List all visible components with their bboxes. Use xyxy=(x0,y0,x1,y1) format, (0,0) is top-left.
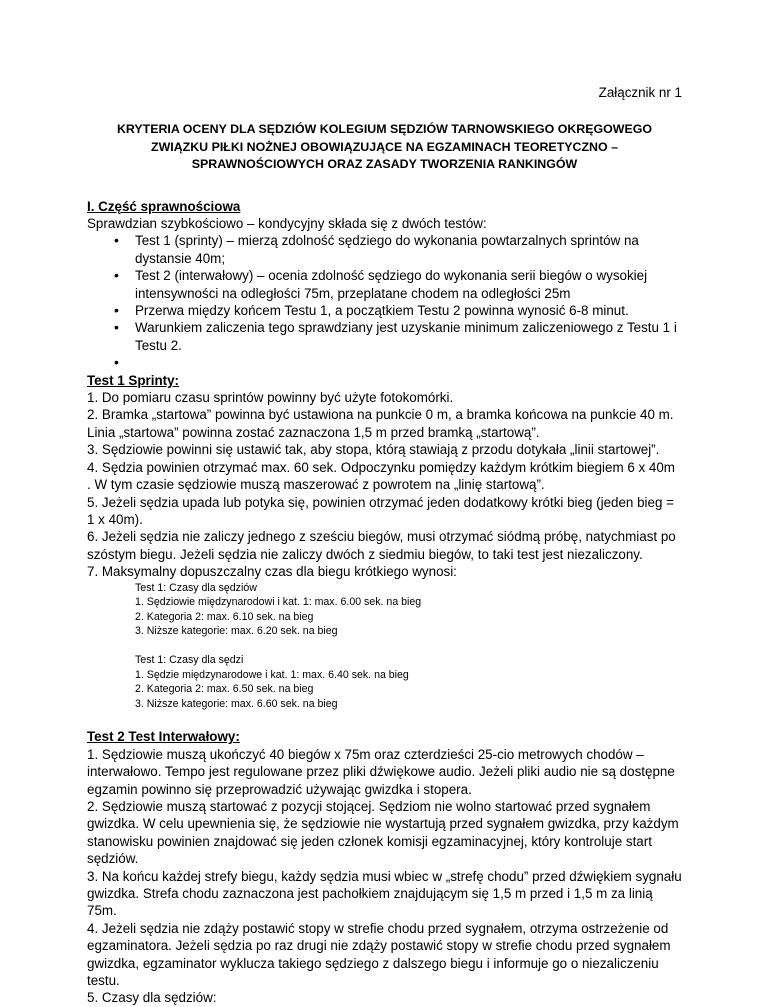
times-block-men xyxy=(87,581,682,639)
empty-bullet-item xyxy=(135,354,682,371)
section-heading-fitness: I. Część sprawnościowa xyxy=(87,198,241,214)
spacer xyxy=(87,711,682,728)
bullet-item: • Test 1 (sprinty) – mierzą zdolność sędziego do wykonania powtarzalnych sprintów na dystansie 40m; xyxy=(135,232,682,267)
test-bullet-list xyxy=(87,232,682,371)
test1-heading: Test 1 Sprinty: xyxy=(87,372,180,388)
bullet-item: • Test 2 (interwałowy) – ocenia zdolność sędziego do wykonania serii biegów o wysokiej intensywności na odległości 75m, przeplatane chodem na odległości 25m xyxy=(135,267,682,302)
times-line: 1. Sędziowie międzynarodowi i kat. 1: max. 6.00 sek. na bieg xyxy=(135,596,422,609)
times-line: 2. Kategoria 2: max. 6.10 sek. na bieg xyxy=(135,610,314,623)
test2-heading: Test 2 Test Interwałowy: xyxy=(87,729,240,745)
times-line: 3. Niższe kategorie: max. 6.60 sek. na bieg xyxy=(135,697,338,710)
times-line: 3. Niższe kategorie: max. 6.20 sek. na bieg xyxy=(135,625,338,638)
test1-line: 3. Sędziowie powinni się ustawić tak, aby stopa, którą stawiają z przodu dotykała „linii startowej”. xyxy=(87,442,660,458)
test2-line: 5. Czasy dla sędziów: xyxy=(87,990,217,1006)
times-line: Test 1: Czasy dla sędziów xyxy=(135,581,257,594)
bullet-item: • Warunkiem zaliczenia tego sprawdziany jest uzyskanie minimum zaliczeniowego z Testu 1 i Testu 2. xyxy=(135,319,682,354)
test2-line: 1. Sędziowie muszą ukończyć 40 biegów x 75m oraz czterdzieści 25-cio metrowych chodów – interwałowo. Tempo jest regulowane przez pliki dźwiękowe audio. Jeżeli pliki audio nie są dostępne egzamin powinno się przeprowadzić używając gwizdka i stopera. xyxy=(87,746,675,797)
spacer xyxy=(87,639,682,653)
times-block-women xyxy=(87,653,682,711)
test1-line: 6. Jeżeli sędzia nie zaliczy jednego z sześciu biegów, musi otrzymać siódmą próbę, natychmiast po szóstym biegu. Jeżeli sędzia nie zaliczy dwóch z siedmiu biegów, to taki test jest niezaliczony. xyxy=(87,529,676,562)
test1-line: 5. Jeżeli sędzia upada lub potyka się, powinien otrzymać jeden dodatkowy krótki bieg (jeden bieg = 1 x 40m). xyxy=(87,494,674,527)
document-title: KRYTERIA OCENY DLA SĘDZIÓW KOLEGIUM SĘDZIÓW TARNOWSKIEGO OKRĘGOWEGO ZWIĄZKU PIŁKI NOŻNEJ OBOWIĄZUJĄCE NA EGZAMINACH TEORETYCZNO –SPRAWNOŚCIOWYCH ORAZ ZASADY TWORZENIA RANKINGÓW xyxy=(116,122,653,172)
times-line: 1. Sędzie międzynarodowe i kat. 1: max. 6.40 sek. na bieg xyxy=(135,668,409,681)
bullet-item: • Przerwa między końcem Testu 1, a początkiem Testu 2 powinna wynosić 6-8 minut. xyxy=(135,302,682,319)
test1-line: 7. Maksymalny dopuszczalny czas dla biegu krótkiego wynosi: xyxy=(87,564,457,580)
test2-line: 4. Jeżeli sędzia nie zdąży postawić stopy w strefie chodu przed sygnałem, otrzyma ostrzeżenie od egzaminatora. Jeżeli sędzia po raz drugi nie zdąży postawić stopy w strefie chodu przed sygnałem gwizdka, egzaminator wyklucza takiego sędziego z dalszego biegu i informuje go o niezaliczeniu testu. xyxy=(87,920,671,988)
test2-line: 2. Sędziowie muszą startować z pozycji stojącej. Sędziom nie wolno startować przed sygnałem gwizdka. W celu upewnienia się, że sędziowie nie wystartują przed sygnałem gwizdka, przy każdym stanowisku powinien znajdować się jeden członek komisji egzaminacyjnej, który kontroluje start sędziów. xyxy=(87,798,679,867)
test1-line: 1. Do pomiaru czasu sprintów powinny być użyte fotokomórki. xyxy=(87,390,454,406)
times-line: Test 1: Czasy dla sędzi xyxy=(135,653,244,666)
test2-line: 3. Na końcu każdej strefy biegu, każdy sędzia musi wbiec w „strefę chodu” przed dźwiękiem sygnału gwizdka. Strefa chodu zaznaczona jest pachołkiem znajdującym się 1,5 m przed i 1,5 m za linią 75m. xyxy=(87,868,682,919)
times-line: 2. Kategoria 2: max. 6.50 sek. na bieg xyxy=(135,683,314,696)
test1-line: 2. Bramka „startowa” powinna być ustawiona na punkcie 0 m, a bramka końcowa na punkcie 40 m. Linia „startowa” powinna zostać zaznaczona 1,5 m przed bramką „startową”. xyxy=(87,407,674,440)
attachment-label: Załącznik nr 1 xyxy=(598,85,682,100)
document-page xyxy=(87,84,682,1007)
section-intro: Sprawdzian szybkościowo – kondycyjny składa się z dwóch testów: xyxy=(87,216,487,232)
test1-line: 4. Sędzia powinien otrzymać max. 60 sek. Odpoczynku pomiędzy każdym krótkim biegiem 6 x 40m . W tym czasie sędziowie muszą maszerować z powrotem na „linię startową”. xyxy=(87,459,675,493)
